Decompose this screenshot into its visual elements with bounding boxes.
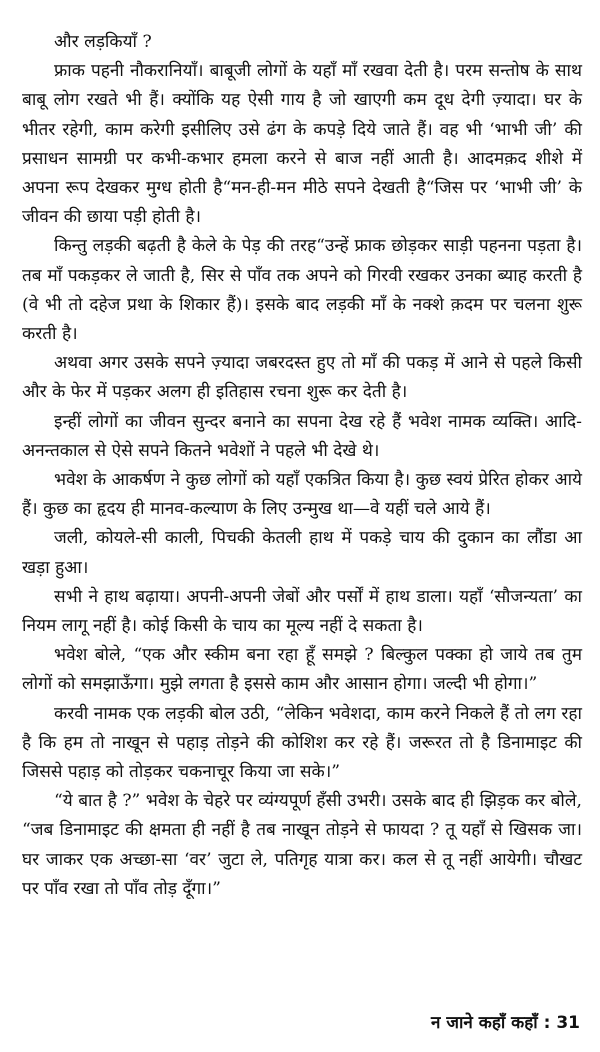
paragraph: जली, कोयले-सी काली, पिचकी केतली हाथ में पकड़े चाय की दुकान का लौंडा आ खड़ा हुआ। bbox=[22, 528, 582, 578]
paragraph: भवेश बोले, “एक और स्कीम बना रहा हूँ समझे ? बिल्कुल पक्का हो जाये तब तुम लोगों को समझाऊँगा। मुझे लगता है इससे काम और आसान होगा। जल्दी भी होगा।” bbox=[22, 645, 582, 695]
footer-separator: : bbox=[543, 1013, 551, 1033]
paragraph: इन्हीं लोगों का जीवन सुन्दर बनाने का सपना देख रहे हैं भवेश नामक व्यक्ति। आदि-अनन्तकाल से ऐसे सपने कितने भवेशों ने पहले भी देखे थे। bbox=[22, 411, 582, 461]
paragraph: करवी नामक एक लड़की बोल उठी, “लेकिन भवेशदा, काम करने निकले हैं तो लग रहा है कि हम तो नाखून से पहाड़ तोड़ने की कोशिश कर रहे हैं। जरूरत तो है डिनामाइट की जिससे पहाड़ को तोड़कर चकनाचूर किया जा सके।” bbox=[22, 703, 582, 783]
paragraph: फ्राक पहनी नौकरानियाँ। बाबूजी लोगों के यहाँ माँ रखवा देती है। परम सन्तोष के साथ बाबू लोग रखते भी हैं। क्योंकि यह ऐसी गाय है जो खाएगी कम दूध देगी ज़्यादा। घर के भीतर रहेगी, काम करेगी इसीलिए उसे ढंग के कपड़े दिये जाते हैं। वह भी ‘भाभी जी’ की प्रसाधन सामग्री पर कभी-कभार हमला करने से बाज नहीं आती है। आदमक़द शीशे में अपना रूप देखकर मुग्ध होती है“मन-ही-मन मीठे सपने देखती है“जिस पर ‘भाभी जी’ के जीवन की छाया पड़ी होती है। bbox=[22, 61, 582, 228]
paragraph: “ये बात है ?” भवेश के चेहरे पर व्यंग्यपूर्ण हँसी उभरी। उसके बाद ही झिड़क कर बोले, “जब डिनामाइट की क्षमता ही नहीं है तब नाखून तोड़ने से फायदा ? तू यहाँ से खिसक जा। घर जाकर एक अच्छा-सा ‘वर’ जुटा ले, पतिगृह यात्रा कर। कल से तू नहीं आयेगी। चौखट पर पाँव रखा तो पाँव तोड़ दूँगा।” bbox=[22, 791, 582, 899]
paragraph: भवेश के आकर्षण ने कुछ लोगों को यहाँ एकत्रित किया है। कुछ स्वयं प्रेरित होकर आये हैं। कुछ का हृदय ही मानव-कल्याण के लिए उन्मुख था—वे यहीं चले आये हैं। bbox=[22, 470, 582, 520]
body-text bbox=[22, 28, 582, 904]
paragraph: किन्तु लड़की बढ़ती है केले के पेड़ की तरह“उन्हें फ्राक छोड़कर साड़ी पहनना पड़ता है। तब माँ पकड़कर ले जाती है, सिर से पाँव तक अपने को गिरवी रखकर उनका ब्याह करती है (वे भी तो दहेज प्रथा के शिकार हैं)। इसके बाद लड़की माँ के नक्शे क़दम पर चलना शुरू करती है। bbox=[22, 236, 582, 345]
paragraph: और लड़कियाँ ? bbox=[54, 32, 152, 52]
paragraph: अथवा अगर उसके सपने ज़्यादा जबरदस्त हुए तो माँ की पकड़ में आने से पहले किसी और के फेर में पड़कर अलग ही इतिहास रचना शुरू कर देती है। bbox=[22, 353, 582, 403]
paragraph: सभी ने हाथ बढ़ाया। अपनी-अपनी जेबों और पर्सों में हाथ डाला। यहाँ ‘सौजन्यता’ का नियम लागू नहीं है। कोई किसी के चाय का मूल्य नहीं दे सकता है। bbox=[22, 586, 582, 637]
page-footer bbox=[431, 1010, 580, 1033]
page-number: 31 bbox=[556, 1013, 580, 1033]
running-title: न जाने कहाँ कहाँ bbox=[431, 1013, 538, 1033]
